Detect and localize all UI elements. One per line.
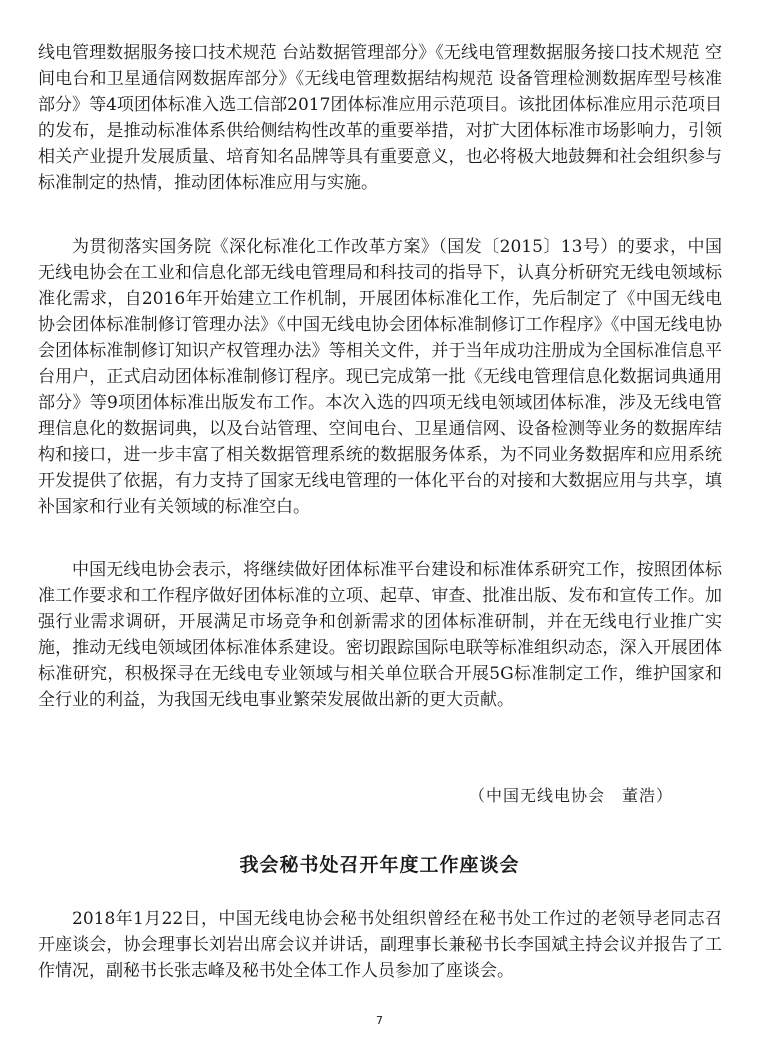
author-signature: （中国无线电协会 董浩） [468, 786, 673, 805]
article-title: 我会秘书处召开年度工作座谈会 [239, 854, 520, 876]
article-paragraph: 2018年1月22日，中国无线电协会秘书处组织曾经在秘书处工作过的老领导老同志召开座谈会，协会理事长刘岩出席会议并讲话，副理事长兼秘书长李国斌主持会议并报告了工作情况，副秘书长张志峰及秘书处全体工作人员参加了座谈会。 [38, 909, 722, 981]
article-paragraph-continued: 线电管理数据服务接口技术规范 台站数据管理部分》《无线电管理数据服务接口技术规范 空间电台和卫星通信网数据库部分》《无线电管理数据结构规范 设备管理检测数据库型号核准部分》等4项团体标准入选工信部2017团体标准应用示范项目。该批团体标准应用示范项目的发布，是推动标准体系供给侧结构性改革的重要举措，对扩大团体标准市场影响力，引领相关产业提升发展质量、培育知名品牌等具有重要意义，也必将极大地鼓舞和社会组织参与标准制定的热情，推动团体标准应用与实施。 [38, 43, 722, 193]
article-paragraph: 中国无线电协会表示，将继续做好团体标准平台建设和标准体系研究工作，按照团体标准工作要求和工作程序做好团体标准的立项、起草、审查、批准出版、发布和宣传工作。加强行业需求调研，开展满足市场竞争和创新需求的团体标准研制，并在无线电行业推广实施，推动无线电领域团体标准体系建设。密切跟踪国际电联等标准组织动态，深入开展团体标准研究，积极探寻在无线电专业领域与相关单位联合开展5G标准制定工作，维护国家和全行业的利益，为我国无线电事业繁荣发展做出新的更大贡献。 [38, 560, 722, 710]
page-number: 7 [376, 1014, 383, 1027]
article-paragraph: 为贯彻落实国务院《深化标准化工作改革方案》（国发〔2015〕13号）的要求，中国无线电协会在工业和信息化部无线电管理局和科技司的指导下，认真分析研究无线电领域标准化需求，自2016年开始建立工作机制，开展团体标准化工作，先后制定了《中国无线电协会团体标准制修订管理办法》《中国无线电协会团体标准制修订工作程序》《中国无线电协会团体标准制修订知识产权管理办法》等相关文件，并于当年成功注册成为全国标准信息平台用户，正式启动团体标准制修订程序。现已完成第一批《无线电管理信息化数据词典通用部分》等9项团体标准出版发布工作。本次入选的四项无线电领域团体标准，涉及无线电管理信息化的数据词典，以及台站管理、空间电台、卫星通信网、设备检测等业务的数据库结构和接口，进一步丰富了相关数据管理系统的数据服务体系，为不同业务数据库和应用系统开发提供了依据，有力支持了国家无线电管理的一体化平台的对接和大数据应用与共享，填补国家和行业有关领域的标准空白。 [38, 237, 722, 517]
